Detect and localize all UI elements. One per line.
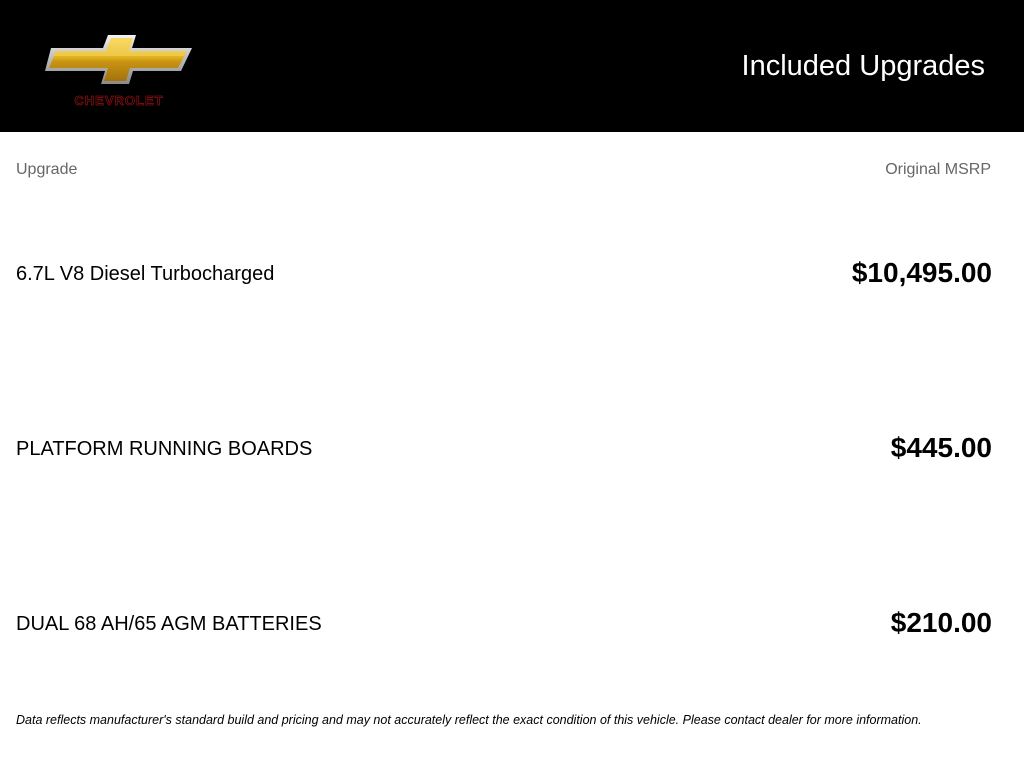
- column-header-msrp: Original MSRP: [885, 161, 991, 178]
- upgrade-name: DUAL 68 AH/65 AGM BATTERIES: [16, 613, 322, 635]
- upgrade-price: $10,495.00: [851, 257, 992, 288]
- chevrolet-logo: [44, 34, 194, 110]
- disclaimer-text: Data reflects manufacturer's standard build and pricing and may not accurately reflect the exact condition of this vehicle. Please contact dealer for more information.: [16, 713, 922, 727]
- header-bar: [0, 0, 1024, 132]
- upgrade-row: [16, 254, 992, 290]
- upgrade-name: PLATFORM RUNNING BOARDS: [16, 438, 313, 460]
- upgrade-price: $210.00: [890, 607, 992, 638]
- chevrolet-bowtie-icon: [44, 34, 194, 92]
- logo-wordmark: CHEVROLET: [74, 93, 164, 108]
- column-header-upgrade: Upgrade: [16, 161, 78, 178]
- upgrade-name: 6.7L V8 Diesel Turbocharged: [16, 263, 275, 285]
- page-title: Included Upgrades: [741, 50, 985, 82]
- upgrade-row: [16, 429, 992, 465]
- upgrade-row: [16, 604, 992, 640]
- upgrade-price: $445.00: [890, 432, 992, 463]
